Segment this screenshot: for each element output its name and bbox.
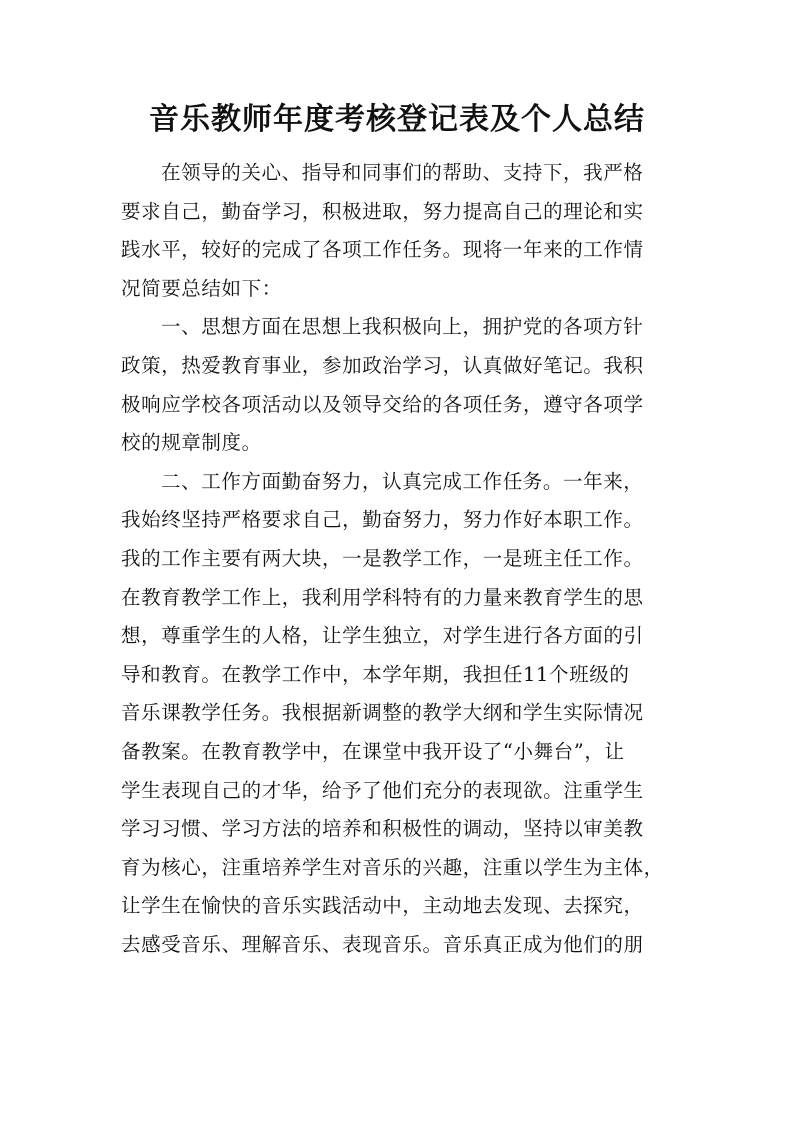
paragraph-line: 一、思想方面在思想上我积极向上，拥护党的各项方针 xyxy=(161,315,644,339)
paragraph-line: 要求自己，勤奋学习，积极进取，努力提高自己的理论和实 xyxy=(121,199,644,223)
paragraph-line: 我的工作主要有两大块，一是教学工作，一是班主任工作。 xyxy=(121,546,644,570)
document-title: 音乐教师年度考核登记表及个人总结 xyxy=(149,102,645,137)
document-body xyxy=(121,154,691,964)
paragraph-line: 育为核心，注重培养学生对音乐的兴趣，注重以学生为主体， xyxy=(121,855,664,879)
paragraph-line: 况简要总结如下： xyxy=(121,276,282,300)
paragraph-line: 想，尊重学生的人格，让学生独立，对学生进行各方面的引 xyxy=(121,624,644,648)
paragraph-line: 我始终坚持严格要求自己，勤奋努力，努力作好本职工作。 xyxy=(121,508,644,532)
paragraph-line: 学习习惯、学习方法的培养和积极性的调动，坚持以审美教 xyxy=(121,817,644,841)
paragraph-line: 学生表现自己的才华，给予了他们充分的表现欲。注重学生 xyxy=(121,778,644,802)
paragraph-line: 极响应学校各项活动以及领导交给的各项任务，遵守各项学 xyxy=(121,392,644,416)
paragraph-line: 在领导的关心、指导和同事们的帮助、支持下，我严格 xyxy=(161,161,644,184)
paragraph-line: 备教案。在教育教学中，在课堂中我开设了“小舞台”，让 xyxy=(121,739,625,763)
paragraph-line: 校的规章制度。 xyxy=(121,431,262,455)
paragraph-line: 践水平，较好的完成了各项工作任务。现将一年来的工作情 xyxy=(121,238,644,262)
paragraph-line: 二、工作方面勤奋努力，认真完成工作任务。一年来， xyxy=(161,469,644,493)
paragraph-line: 音乐课教学任务。我根据新调整的教学大纲和学生实际情况 xyxy=(121,701,644,725)
paragraph-line: 去感受音乐、理解音乐、表现音乐。音乐真正成为他们的朋 xyxy=(121,932,644,956)
paragraph-line: 导和教育。在教学工作中，本学年期，我担任11个班级的 xyxy=(121,662,630,686)
paragraph-line: 让学生在愉快的音乐实践活动中，主动地去发现、去探究， xyxy=(121,894,644,918)
paragraph-line: 在教育教学工作上，我利用学科特有的力量来教育学生的思 xyxy=(121,585,644,609)
paragraph-line: 政策，热爱教育事业，参加政治学习，认真做好笔记。我积 xyxy=(121,353,644,377)
